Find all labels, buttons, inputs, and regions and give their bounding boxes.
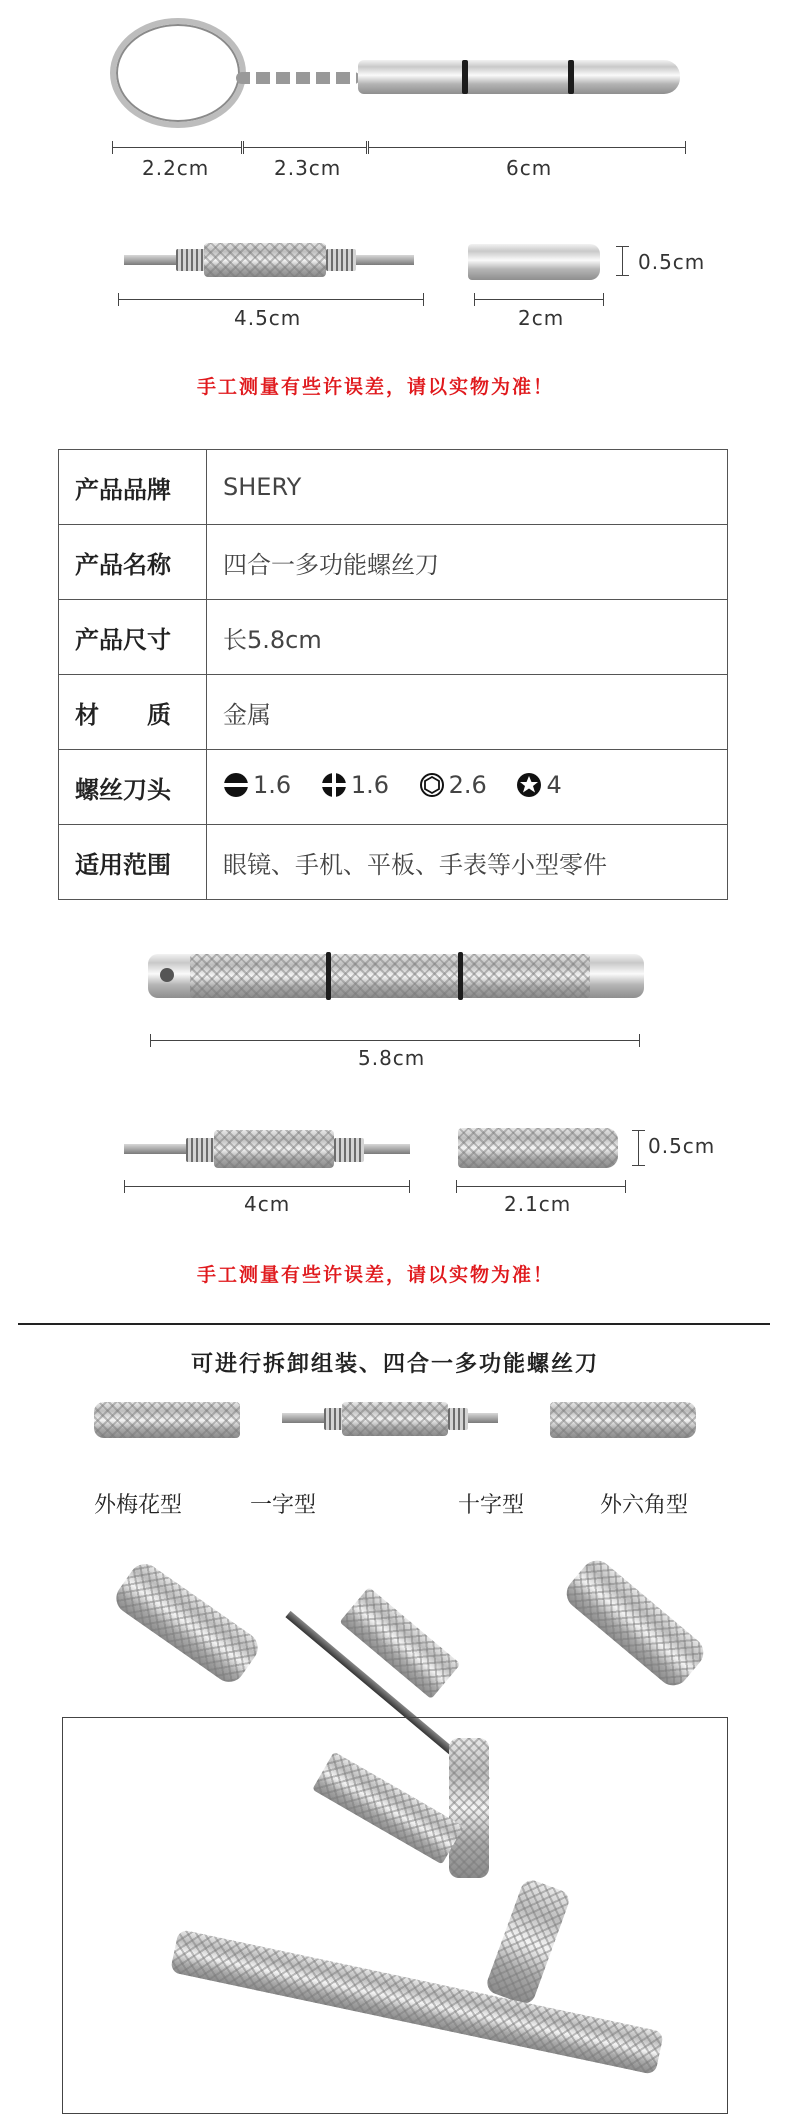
bit-phillips xyxy=(321,771,389,799)
spec-value: SHERY xyxy=(207,450,728,525)
dim-cap-2: 2.1cm xyxy=(504,1192,572,1216)
spec-value: 金属 xyxy=(207,675,728,750)
middle-bit-angled-image xyxy=(339,1587,460,1699)
spec-key: 适用范围 xyxy=(59,825,207,900)
dim-total-length: 5.8cm xyxy=(358,1046,426,1070)
table-row xyxy=(59,450,728,525)
dim-screwdriver: 6cm xyxy=(506,156,553,180)
bit-size: 4 xyxy=(546,770,562,799)
chain-image xyxy=(236,72,360,84)
torx-end-image xyxy=(110,1558,264,1688)
spec-key: 产品名称 xyxy=(59,525,207,600)
spec-value: 眼镜、手机、平板、手表等小型零件 xyxy=(207,825,728,900)
bit-slotted xyxy=(223,771,291,799)
cap-part-image xyxy=(468,244,600,280)
bit-torx xyxy=(516,771,561,799)
spec-key: 产品尺寸 xyxy=(59,600,207,675)
part-right-image xyxy=(550,1402,696,1438)
table-row xyxy=(59,525,728,600)
part-middle-image xyxy=(342,1402,448,1436)
bit-size: 2.6 xyxy=(448,770,487,799)
part-left-image xyxy=(94,1402,240,1438)
type-label-torx: 外梅花型 xyxy=(94,1493,183,1518)
phillips-icon xyxy=(321,772,347,798)
measure-note-2: 手工测量有些许误差，请以实物为准！ xyxy=(197,1264,555,1286)
bit-size: 1.6 xyxy=(253,770,292,799)
slotted-icon xyxy=(223,772,249,798)
key-ring-image xyxy=(110,18,246,128)
dim-cap-diameter-2: 0.5cm xyxy=(648,1134,716,1158)
hex-icon xyxy=(419,772,445,798)
dim-cap: 2cm xyxy=(518,306,565,330)
dim-bit: 4.5cm xyxy=(234,306,302,330)
table-row xyxy=(59,750,728,825)
spec-value: 长5.8cm xyxy=(207,600,728,675)
hex-end-image xyxy=(560,1554,710,1692)
product-photo xyxy=(62,1717,728,2114)
dim-cap-diameter: 0.5cm xyxy=(638,250,706,274)
bit-hex xyxy=(419,771,487,799)
closed-screwdriver-image xyxy=(358,60,680,94)
divider xyxy=(18,1323,770,1325)
type-label-slotted: 一字型 xyxy=(250,1493,317,1518)
bit-part-image xyxy=(204,243,326,277)
spec-table xyxy=(58,449,728,900)
section-title: 可进行拆卸组装、四合一多功能螺丝刀 xyxy=(190,1352,599,1377)
spec-key: 产品品牌 xyxy=(59,450,207,525)
table-row xyxy=(59,600,728,675)
spec-key: 螺丝刀头 xyxy=(59,750,207,825)
type-label-phillips: 十字型 xyxy=(458,1493,525,1518)
cap-part-2-image xyxy=(458,1128,618,1168)
measure-note-1: 手工测量有些许误差，请以实物为准！ xyxy=(197,376,555,398)
bit-part-2-image xyxy=(214,1130,334,1168)
torx-icon xyxy=(516,772,542,798)
table-row xyxy=(59,825,728,900)
dim-bit-2: 4cm xyxy=(244,1192,291,1216)
type-label-hex: 外六角型 xyxy=(600,1493,689,1518)
spec-value: 四合一多功能螺丝刀 xyxy=(207,525,728,600)
dim-keyring: 2.2cm xyxy=(142,156,210,180)
bit-size: 1.6 xyxy=(350,770,389,799)
dim-chain: 2.3cm xyxy=(274,156,342,180)
spec-key: 材 质 xyxy=(59,675,207,750)
table-row xyxy=(59,675,728,750)
spec-bits xyxy=(207,750,728,825)
